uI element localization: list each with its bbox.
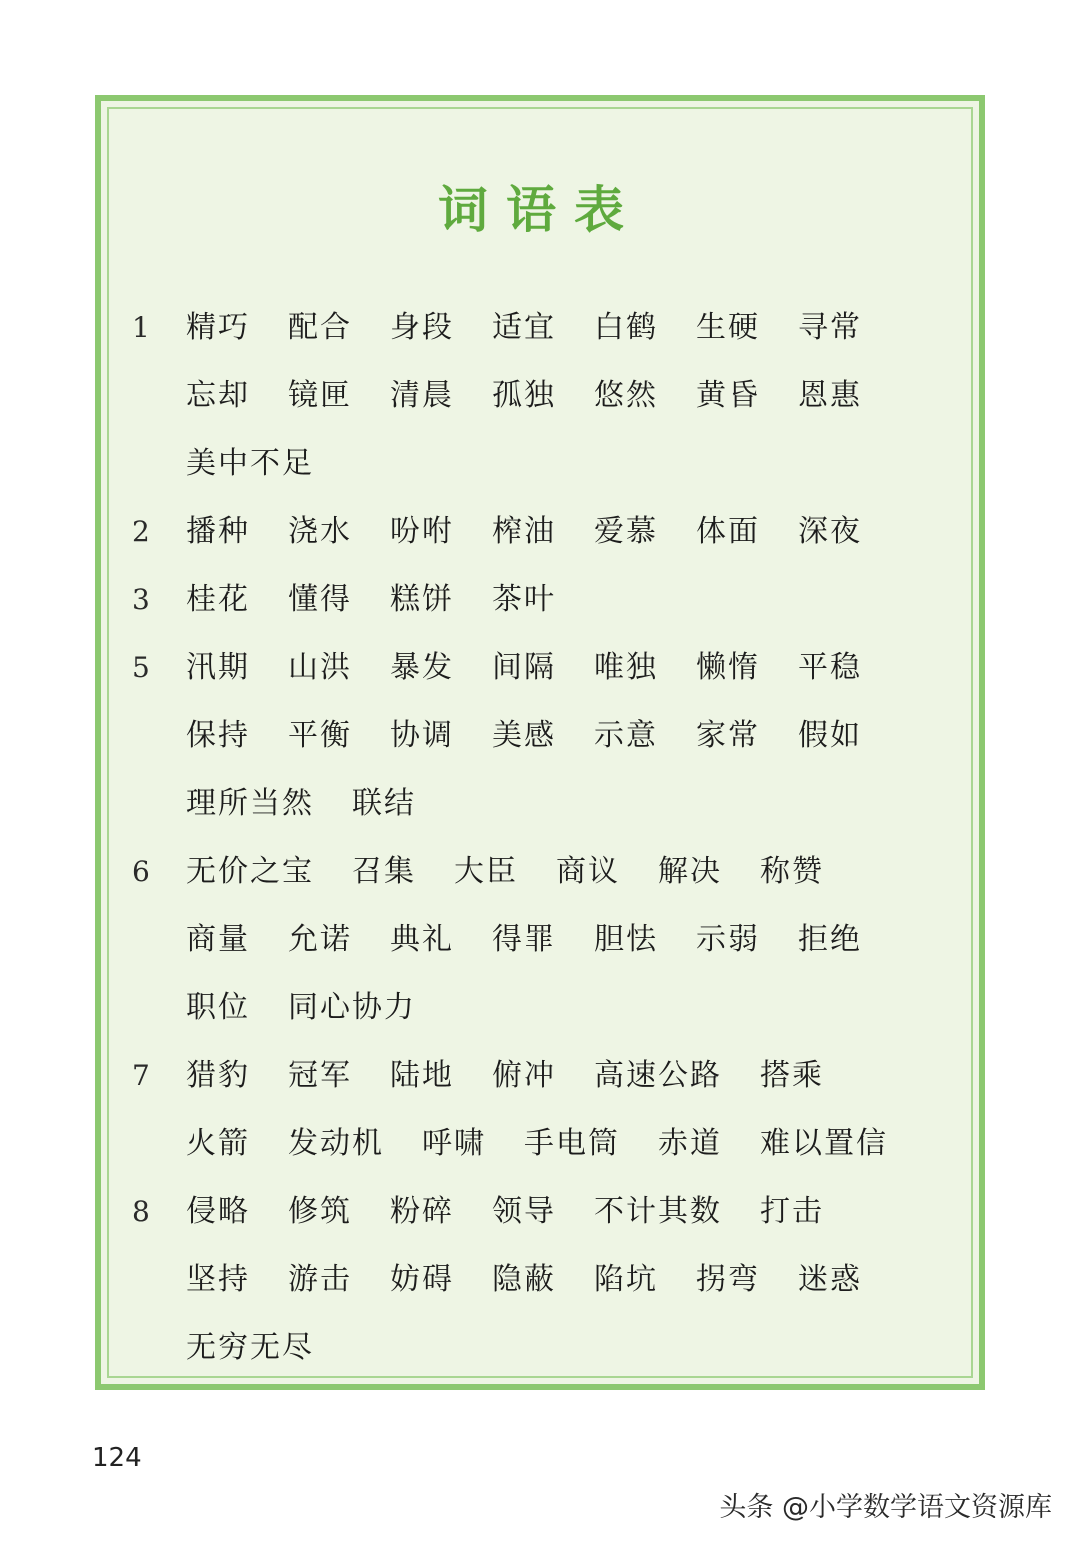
- word-list: [186, 504, 956, 560]
- vocabulary-word: 联结: [352, 786, 416, 821]
- vocabulary-word: 茶叶: [492, 582, 556, 617]
- lesson-group: [130, 1184, 960, 1376]
- word-list: [186, 1184, 956, 1376]
- vocabulary-word: 糕饼: [390, 582, 454, 617]
- lesson-group: [130, 300, 960, 492]
- vocabulary-word: 桂花: [186, 582, 250, 617]
- vocabulary-word: 拒绝: [798, 922, 862, 957]
- vocabulary-word: 忘却: [186, 378, 250, 413]
- vocabulary-word: 汛期: [186, 650, 250, 685]
- word-list: [186, 572, 956, 628]
- vocabulary-word: 无价之宝: [186, 854, 314, 889]
- vocabulary-word: 懂得: [288, 582, 352, 617]
- vocabulary-word: 间隔: [492, 650, 556, 685]
- vocabulary-word: 平衡: [288, 718, 352, 753]
- vocabulary-word: 懒惰: [696, 650, 760, 685]
- vocabulary-word: 妨碍: [390, 1262, 454, 1297]
- vocabulary-word: 大臣: [454, 854, 518, 889]
- vocabulary-word: 播种: [186, 514, 250, 549]
- vocabulary-word: 隐蔽: [492, 1262, 556, 1297]
- vocabulary-word: 发动机: [288, 1126, 384, 1161]
- page-number: 124: [92, 1443, 142, 1473]
- vocabulary-word: 平稳: [798, 650, 862, 685]
- vocabulary-word: 解决: [658, 854, 722, 889]
- vocabulary-word: 示弱: [696, 922, 760, 957]
- vocabulary-word: 山洪: [288, 650, 352, 685]
- vocabulary-word: 同心协力: [288, 990, 416, 1025]
- vocabulary-word: 粉碎: [390, 1194, 454, 1229]
- vocabulary-word: 美感: [492, 718, 556, 753]
- vocabulary-word: 高速公路: [594, 1058, 722, 1093]
- vocabulary-word: 吩咐: [390, 514, 454, 549]
- vocabulary-word: 身段: [390, 310, 454, 345]
- lesson-number: 8: [132, 1195, 150, 1228]
- vocabulary-word: 称赞: [760, 854, 824, 889]
- vocabulary-word: 允诺: [288, 922, 352, 957]
- vocabulary-word: 修筑: [288, 1194, 352, 1229]
- vocabulary-word: 孤独: [492, 378, 556, 413]
- vocabulary-word: 配合: [288, 310, 352, 345]
- vocabulary-word: 唯独: [594, 650, 658, 685]
- vocabulary-word: 示意: [594, 718, 658, 753]
- vocabulary-word: 榨油: [492, 514, 556, 549]
- vocabulary-word: 深夜: [798, 514, 862, 549]
- vocabulary-word: 领导: [492, 1194, 556, 1229]
- vocabulary-word: 不计其数: [594, 1194, 722, 1229]
- lesson-group: [130, 504, 960, 560]
- lesson-group: [130, 572, 960, 628]
- vocabulary-word: 白鹤: [594, 310, 658, 345]
- vocabulary-word: 俯冲: [492, 1058, 556, 1093]
- vocabulary-word: 美中不足: [186, 446, 314, 481]
- lesson-group: [130, 640, 960, 832]
- vocabulary-list: [130, 300, 960, 1388]
- lesson-number: 3: [132, 583, 150, 616]
- vocabulary-word: 无穷无尽: [186, 1330, 314, 1365]
- vocabulary-word: 黄昏: [696, 378, 760, 413]
- vocabulary-word: 镜匣: [288, 378, 352, 413]
- vocabulary-word: 手电筒: [524, 1126, 620, 1161]
- vocabulary-word: 召集: [352, 854, 416, 889]
- vocabulary-word: 悠然: [594, 378, 658, 413]
- vocabulary-word: 陆地: [390, 1058, 454, 1093]
- vocabulary-word: 呼啸: [422, 1126, 486, 1161]
- word-list: [186, 844, 956, 1036]
- vocabulary-word: 冠军: [288, 1058, 352, 1093]
- vocabulary-word: 协调: [390, 718, 454, 753]
- word-list: [186, 1048, 956, 1172]
- vocabulary-word: 浇水: [288, 514, 352, 549]
- vocabulary-word: 家常: [696, 718, 760, 753]
- vocabulary-word: 体面: [696, 514, 760, 549]
- vocabulary-word: 难以置信: [760, 1126, 888, 1161]
- vocabulary-word: 保持: [186, 718, 250, 753]
- vocabulary-word: 搭乘: [760, 1058, 824, 1093]
- vocabulary-word: 爱慕: [594, 514, 658, 549]
- vocabulary-word: 生硬: [696, 310, 760, 345]
- vocabulary-word: 商量: [186, 922, 250, 957]
- lesson-number: 7: [132, 1059, 150, 1092]
- vocabulary-word: 清晨: [390, 378, 454, 413]
- vocabulary-word: 游击: [288, 1262, 352, 1297]
- vocabulary-word: 职位: [186, 990, 250, 1025]
- vocabulary-word: 典礼: [390, 922, 454, 957]
- lesson-number: 5: [132, 651, 150, 684]
- page-title: 词语表: [438, 180, 642, 239]
- watermark: 头条 @小学数学语文资源库: [719, 1492, 1052, 1523]
- word-list: [186, 300, 956, 492]
- vocabulary-word: 适宜: [492, 310, 556, 345]
- vocabulary-word: 猎豹: [186, 1058, 250, 1093]
- lesson-group: [130, 844, 960, 1036]
- lesson-number: 6: [132, 855, 150, 888]
- vocabulary-word: 坚持: [186, 1262, 250, 1297]
- vocabulary-word: 恩惠: [798, 378, 862, 413]
- vocabulary-word: 假如: [798, 718, 862, 753]
- vocabulary-word: 得罪: [492, 922, 556, 957]
- vocabulary-word: 拐弯: [696, 1262, 760, 1297]
- vocabulary-word: 赤道: [658, 1126, 722, 1161]
- vocabulary-word: 胆怯: [594, 922, 658, 957]
- word-list: [186, 640, 956, 832]
- vocabulary-word: 暴发: [390, 650, 454, 685]
- vocabulary-word: 打击: [760, 1194, 824, 1229]
- lesson-number: 1: [132, 311, 150, 344]
- vocabulary-word: 陷坑: [594, 1262, 658, 1297]
- vocabulary-word: 精巧: [186, 310, 250, 345]
- vocabulary-word: 商议: [556, 854, 620, 889]
- vocabulary-word: 火箭: [186, 1126, 250, 1161]
- vocabulary-word: 侵略: [186, 1194, 250, 1229]
- lesson-number: 2: [132, 515, 150, 548]
- vocabulary-word: 寻常: [798, 310, 862, 345]
- lesson-group: [130, 1048, 960, 1172]
- vocabulary-word: 迷惑: [798, 1262, 862, 1297]
- vocabulary-word: 理所当然: [186, 786, 314, 821]
